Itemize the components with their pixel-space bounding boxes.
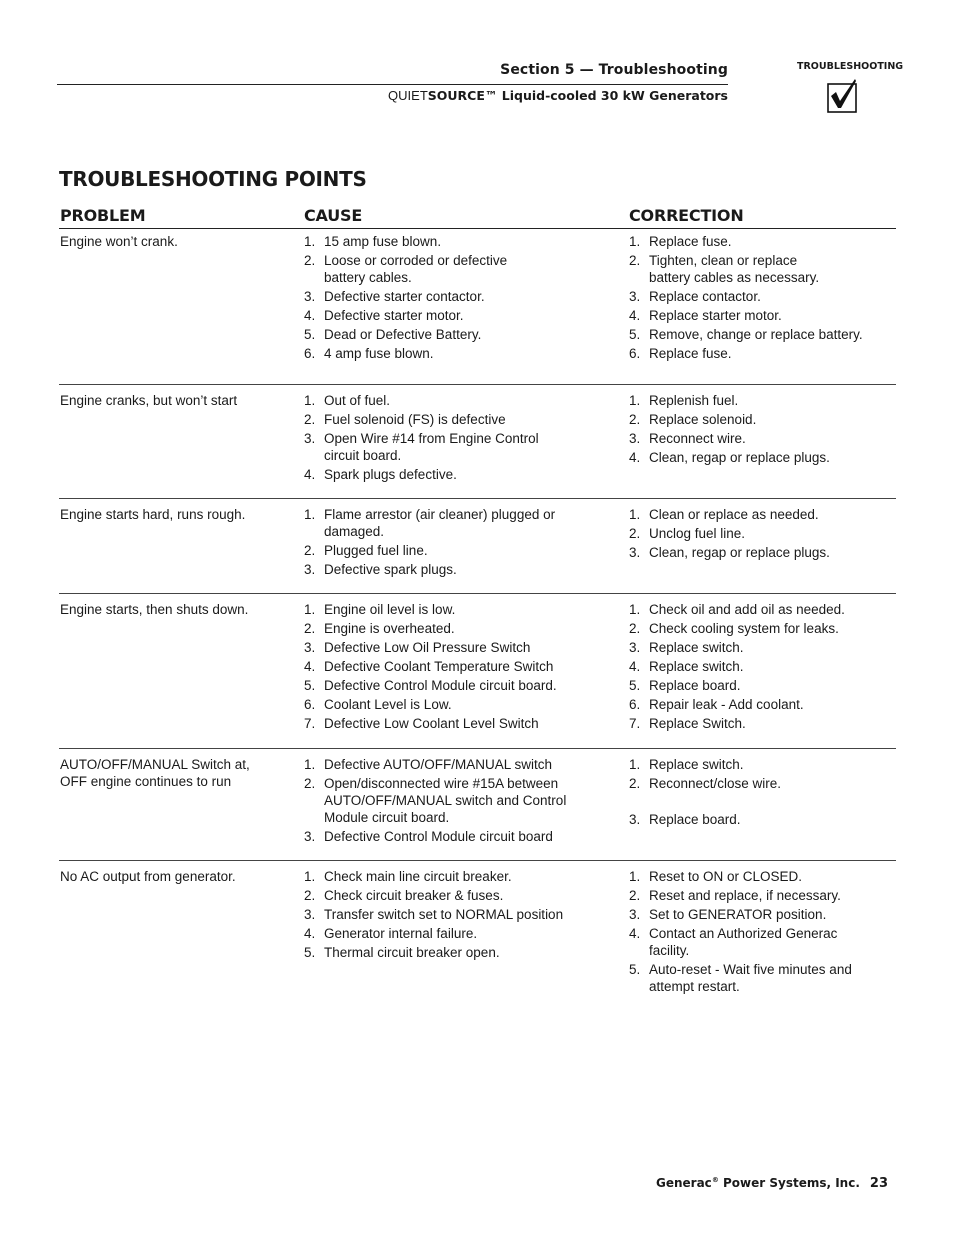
- correction-list: [629, 506, 894, 563]
- item-text: Check circuit breaker & fuses.: [324, 888, 504, 903]
- item-number: 3.: [304, 289, 316, 304]
- item-number: 2.: [304, 621, 316, 636]
- correction-item: [629, 775, 894, 809]
- item-text: Defective starter contactor.: [324, 289, 485, 304]
- column-header-cause: CAUSE: [304, 206, 363, 225]
- correction-list: [629, 601, 894, 734]
- header-underline: [59, 228, 896, 229]
- product-prefix: QUIET: [388, 88, 428, 103]
- item-number: 7.: [304, 716, 316, 731]
- item-text: 15 amp fuse blown.: [324, 234, 442, 249]
- item-number: 2.: [304, 776, 316, 791]
- cause-item: [304, 944, 604, 961]
- item-text: Thermal circuit breaker open.: [324, 945, 500, 960]
- item-text: Defective Low Oil Pressure Switch: [324, 640, 531, 655]
- correction-item: [629, 925, 894, 959]
- item-number: 7.: [629, 716, 641, 731]
- item-number: 3.: [629, 640, 641, 655]
- item-number: 3.: [629, 812, 641, 827]
- correction-item: [629, 430, 894, 447]
- item-text: Out of fuel.: [324, 393, 391, 408]
- correction-item: [629, 506, 894, 523]
- item-text: Loose or corroded or defective battery cables.: [324, 253, 508, 285]
- item-number: 5.: [304, 678, 316, 693]
- correction-list: [629, 756, 894, 830]
- item-text: Spark plugs defective.: [324, 467, 457, 482]
- correction-item: [629, 544, 894, 561]
- page-title: TROUBLESHOOTING POINTS: [59, 167, 367, 191]
- item-text: Open Wire #14 from Engine Control circuit board.: [324, 431, 539, 463]
- item-number: 2.: [304, 543, 316, 558]
- cause-item: [304, 756, 604, 773]
- item-text: Replace Switch.: [649, 716, 746, 731]
- tab-label: TROUBLESHOOTING: [797, 61, 904, 72]
- cause-item: [304, 506, 604, 540]
- cause-list: [304, 756, 604, 847]
- item-number: 3.: [304, 431, 316, 446]
- cause-item: [304, 542, 604, 559]
- cause-item: [304, 696, 604, 713]
- item-number: 3.: [304, 829, 316, 844]
- item-text: Replace switch.: [649, 757, 744, 772]
- problem-text: Engine starts, then shuts down.: [60, 602, 249, 617]
- cause-item: [304, 639, 604, 656]
- page-number: 23: [869, 1176, 888, 1191]
- item-number: 2.: [304, 253, 316, 268]
- item-text: Replenish fuel.: [649, 393, 739, 408]
- item-text: Auto-reset - Wait five minutes and attempt restart.: [649, 962, 852, 994]
- cause-item: [304, 345, 604, 362]
- table-row: [59, 860, 896, 994]
- column-header-correction: CORRECTION: [629, 206, 744, 225]
- item-text: 4 amp fuse blown.: [324, 346, 434, 361]
- item-number: 2.: [629, 621, 641, 636]
- cause-list: [304, 506, 604, 580]
- correction-list: [629, 868, 894, 997]
- problem-text: AUTO/OFF/MANUAL Switch at, OFF engine continues to run: [60, 757, 250, 789]
- correction-item: [629, 288, 894, 305]
- item-text: Clean, regap or replace plugs.: [649, 450, 830, 465]
- item-text: Defective Low Coolant Level Switch: [324, 716, 539, 731]
- item-number: 2.: [629, 888, 641, 903]
- item-text: Remove, change or replace battery.: [649, 327, 863, 342]
- item-number: 2.: [629, 776, 641, 791]
- item-number: 3.: [629, 545, 641, 560]
- problem-text: No AC output from generator.: [60, 869, 236, 884]
- product-name: [388, 88, 728, 103]
- item-text: Reconnect/close wire.: [649, 776, 782, 791]
- item-text: Reconnect wire.: [649, 431, 746, 446]
- item-text: Unclog fuel line.: [649, 526, 746, 541]
- cause-item: [304, 430, 604, 464]
- item-text: Defective Control Module circuit board: [324, 829, 553, 844]
- correction-item: [629, 811, 894, 828]
- cause-list: [304, 233, 604, 364]
- correction-item: [629, 677, 894, 694]
- item-text: Clean, regap or replace plugs.: [649, 545, 830, 560]
- item-number: 5.: [629, 327, 641, 342]
- item-number: 5.: [629, 962, 641, 977]
- item-number: 5.: [629, 678, 641, 693]
- item-number: 1.: [629, 507, 641, 522]
- item-text: Contact an Authorized Generac facility.: [649, 926, 838, 958]
- cause-item: [304, 411, 604, 428]
- item-number: 6.: [629, 346, 641, 361]
- item-text: Reset and replace, if necessary.: [649, 888, 841, 903]
- cause-item: [304, 288, 604, 305]
- item-text: Coolant Level is Low.: [324, 697, 452, 712]
- item-text: Tighten, clean or replace battery cables as necessary.: [649, 253, 820, 285]
- cause-item: [304, 658, 604, 675]
- cause-item: [304, 828, 604, 845]
- item-text: Generator internal failure.: [324, 926, 478, 941]
- cause-item: [304, 620, 604, 637]
- problem-text: Engine cranks, but won’t start: [60, 393, 238, 408]
- cause-item: [304, 392, 604, 409]
- correction-item: [629, 252, 894, 286]
- item-number: 3.: [304, 640, 316, 655]
- item-text: Check cooling system for leaks.: [649, 621, 839, 636]
- item-number: 1.: [304, 602, 316, 617]
- item-number: 2.: [629, 526, 641, 541]
- correction-item: [629, 756, 894, 773]
- item-number: 6.: [304, 346, 316, 361]
- item-number: 1.: [629, 602, 641, 617]
- table-row: [59, 384, 896, 482]
- item-number: 6.: [629, 697, 641, 712]
- item-text: Open/disconnected wire #15A between AUTO/OFF/MANUAL switch and Control Module circuit board.: [324, 776, 567, 825]
- item-number: 1.: [304, 869, 316, 884]
- cause-item: [304, 307, 604, 324]
- item-number: 3.: [629, 907, 641, 922]
- correction-item: [629, 449, 894, 466]
- item-text: Engine oil level is low.: [324, 602, 456, 617]
- item-number: 2.: [629, 253, 641, 268]
- correction-item: [629, 411, 894, 428]
- checkmark-box-icon: [827, 77, 857, 113]
- correction-item: [629, 887, 894, 904]
- item-number: 1.: [304, 507, 316, 522]
- item-number: 1.: [304, 757, 316, 772]
- correction-item: [629, 233, 894, 250]
- item-number: 2.: [304, 888, 316, 903]
- correction-item: [629, 961, 894, 995]
- table-row: [59, 498, 896, 577]
- product-bold: SOURCE™: [427, 88, 498, 103]
- item-number: 1.: [629, 234, 641, 249]
- item-number: 2.: [629, 412, 641, 427]
- correction-item: [629, 326, 894, 343]
- item-text: Replace fuse.: [649, 346, 732, 361]
- correction-item: [629, 715, 894, 732]
- cause-item: [304, 715, 604, 732]
- item-text: Replace switch.: [649, 659, 744, 674]
- item-number: 5.: [304, 327, 316, 342]
- page-footer: [656, 1176, 888, 1191]
- item-number: 1.: [304, 393, 316, 408]
- item-number: 4.: [304, 467, 316, 482]
- cause-item: [304, 233, 604, 250]
- item-text: Clean or replace as needed.: [649, 507, 819, 522]
- item-text: Reset to ON or CLOSED.: [649, 869, 803, 884]
- item-text: Check main line circuit breaker.: [324, 869, 512, 884]
- cause-item: [304, 561, 604, 578]
- item-text: Check oil and add oil as needed.: [649, 602, 845, 617]
- correction-item: [629, 345, 894, 362]
- item-number: 5.: [304, 945, 316, 960]
- item-number: 1.: [629, 393, 641, 408]
- item-text: Transfer switch set to NORMAL position: [324, 907, 564, 922]
- item-number: 4.: [629, 659, 641, 674]
- cause-list: [304, 601, 604, 734]
- item-text: Replace switch.: [649, 640, 744, 655]
- product-rest: Liquid-cooled 30 kW Generators: [497, 88, 728, 103]
- item-text: Engine is overheated.: [324, 621, 455, 636]
- item-number: 4.: [304, 659, 316, 674]
- item-text: Defective Control Module circuit board.: [324, 678, 557, 693]
- cause-item: [304, 868, 604, 885]
- item-number: 4.: [629, 450, 641, 465]
- cause-item: [304, 326, 604, 343]
- item-number: 1.: [629, 869, 641, 884]
- footer-company: Generac: [656, 1176, 712, 1190]
- table-row: [59, 593, 896, 731]
- cause-item: [304, 775, 604, 826]
- item-number: 3.: [304, 907, 316, 922]
- item-text: Fuel solenoid (FS) is defective: [324, 412, 506, 427]
- correction-item: [629, 525, 894, 542]
- item-text: Replace contactor.: [649, 289, 761, 304]
- problem-text: Engine won’t crank.: [60, 234, 178, 249]
- item-number: 6.: [304, 697, 316, 712]
- column-header-problem: PROBLEM: [60, 206, 146, 225]
- correction-item: [629, 601, 894, 618]
- correction-list: [629, 233, 894, 364]
- item-number: 3.: [629, 431, 641, 446]
- problem-text: Engine starts hard, runs rough.: [60, 507, 246, 522]
- correction-item: [629, 307, 894, 324]
- item-text: Repair leak - Add coolant.: [649, 697, 804, 712]
- section-heading: Section 5 — Troubleshooting: [500, 62, 728, 78]
- item-text: Defective starter motor.: [324, 308, 464, 323]
- footer-company-rest: Power Systems, Inc.: [718, 1176, 860, 1190]
- item-text: Flame arrestor (air cleaner) plugged or damaged.: [324, 507, 556, 539]
- item-number: 2.: [304, 412, 316, 427]
- correction-item: [629, 906, 894, 923]
- correction-item: [629, 658, 894, 675]
- item-number: 4.: [629, 308, 641, 323]
- item-number: 3.: [304, 562, 316, 577]
- item-text: Defective Coolant Temperature Switch: [324, 659, 554, 674]
- cause-item: [304, 466, 604, 483]
- item-text: Replace solenoid.: [649, 412, 757, 427]
- item-number: 4.: [629, 926, 641, 941]
- cause-item: [304, 677, 604, 694]
- header-rule: [57, 84, 728, 85]
- cause-list: [304, 868, 604, 963]
- correction-item: [629, 639, 894, 656]
- cause-item: [304, 906, 604, 923]
- item-text: Defective spark plugs.: [324, 562, 457, 577]
- correction-item: [629, 696, 894, 713]
- item-text: Plugged fuel line.: [324, 543, 428, 558]
- cause-item: [304, 887, 604, 904]
- item-number: 1.: [304, 234, 316, 249]
- item-text: Replace board.: [649, 678, 741, 693]
- footer-reg-mark: ®: [711, 1176, 719, 1184]
- cause-item: [304, 601, 604, 618]
- cause-item: [304, 252, 604, 286]
- correction-item: [629, 620, 894, 637]
- item-text: Replace board.: [649, 812, 741, 827]
- cause-list: [304, 392, 604, 485]
- item-text: Dead or Defective Battery.: [324, 327, 482, 342]
- correction-list: [629, 392, 894, 468]
- item-text: Replace starter motor.: [649, 308, 782, 323]
- table-row: [59, 748, 896, 844]
- cause-item: [304, 925, 604, 942]
- item-number: 3.: [629, 289, 641, 304]
- correction-item: [629, 392, 894, 409]
- item-number: 4.: [304, 926, 316, 941]
- item-number: 1.: [629, 757, 641, 772]
- item-number: 4.: [304, 308, 316, 323]
- item-text: Defective AUTO/OFF/MANUAL switch: [324, 757, 553, 772]
- item-text: Replace fuse.: [649, 234, 732, 249]
- item-text: Set to GENERATOR position.: [649, 907, 827, 922]
- correction-item: [629, 868, 894, 885]
